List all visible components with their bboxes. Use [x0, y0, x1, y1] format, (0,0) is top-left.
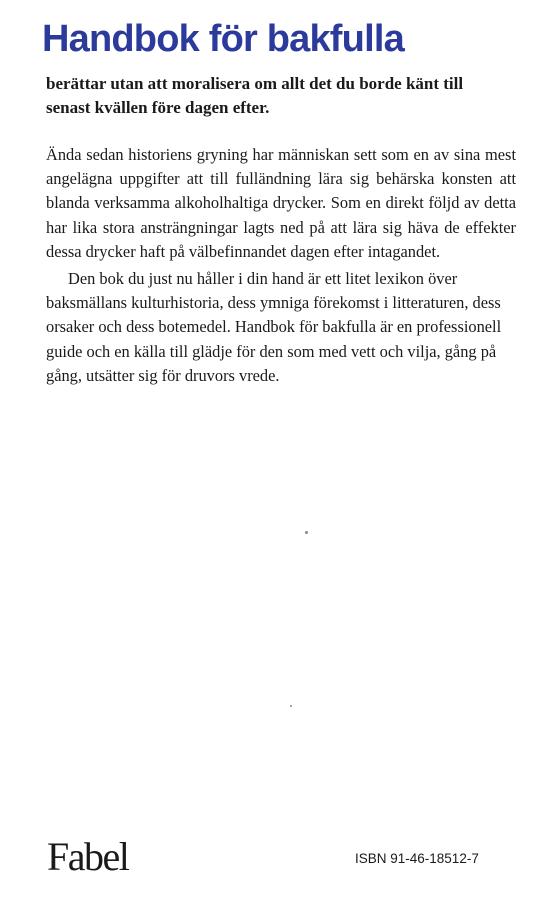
- book-subtitle: berättar utan att moralisera om allt det du borde känt till senast kvällen före dagen efter.: [46, 74, 464, 117]
- paper-speck: [290, 705, 292, 707]
- paper-speck: [305, 531, 308, 534]
- blurb-text: [46, 143, 516, 388]
- blurb-paragraph: Den bok du just nu håller i din hand är ett litet lexikon över baksmällans kulturhistoria, dess ymniga förekomst i litteraturen, dess orsaker och dess botemedel. Handbok för bakfulla är en professionell guide och en källa till glädje för den som med vett och vilja, gång på gång, utsätter sig för druvors vrede.: [46, 269, 502, 385]
- book-title: Handbok för bakfulla: [42, 18, 404, 60]
- isbn-number: ISBN 91-46-18512-7: [355, 851, 479, 866]
- blurb-paragraph: Ända sedan historiens gryning har människan sett som en av sina mest angelägna uppgifter att till fulländning lära sig behärska konsten att blanda verksamma alkoholhaltiga drycker. Som en direkt följd av detta har lika stora ansträngningar lagts ned på att lära sig häva de effekter dessa drycker haft på välbefinnandet dagen efter intagandet.: [46, 145, 516, 261]
- publisher-logo: Fabel: [47, 834, 129, 879]
